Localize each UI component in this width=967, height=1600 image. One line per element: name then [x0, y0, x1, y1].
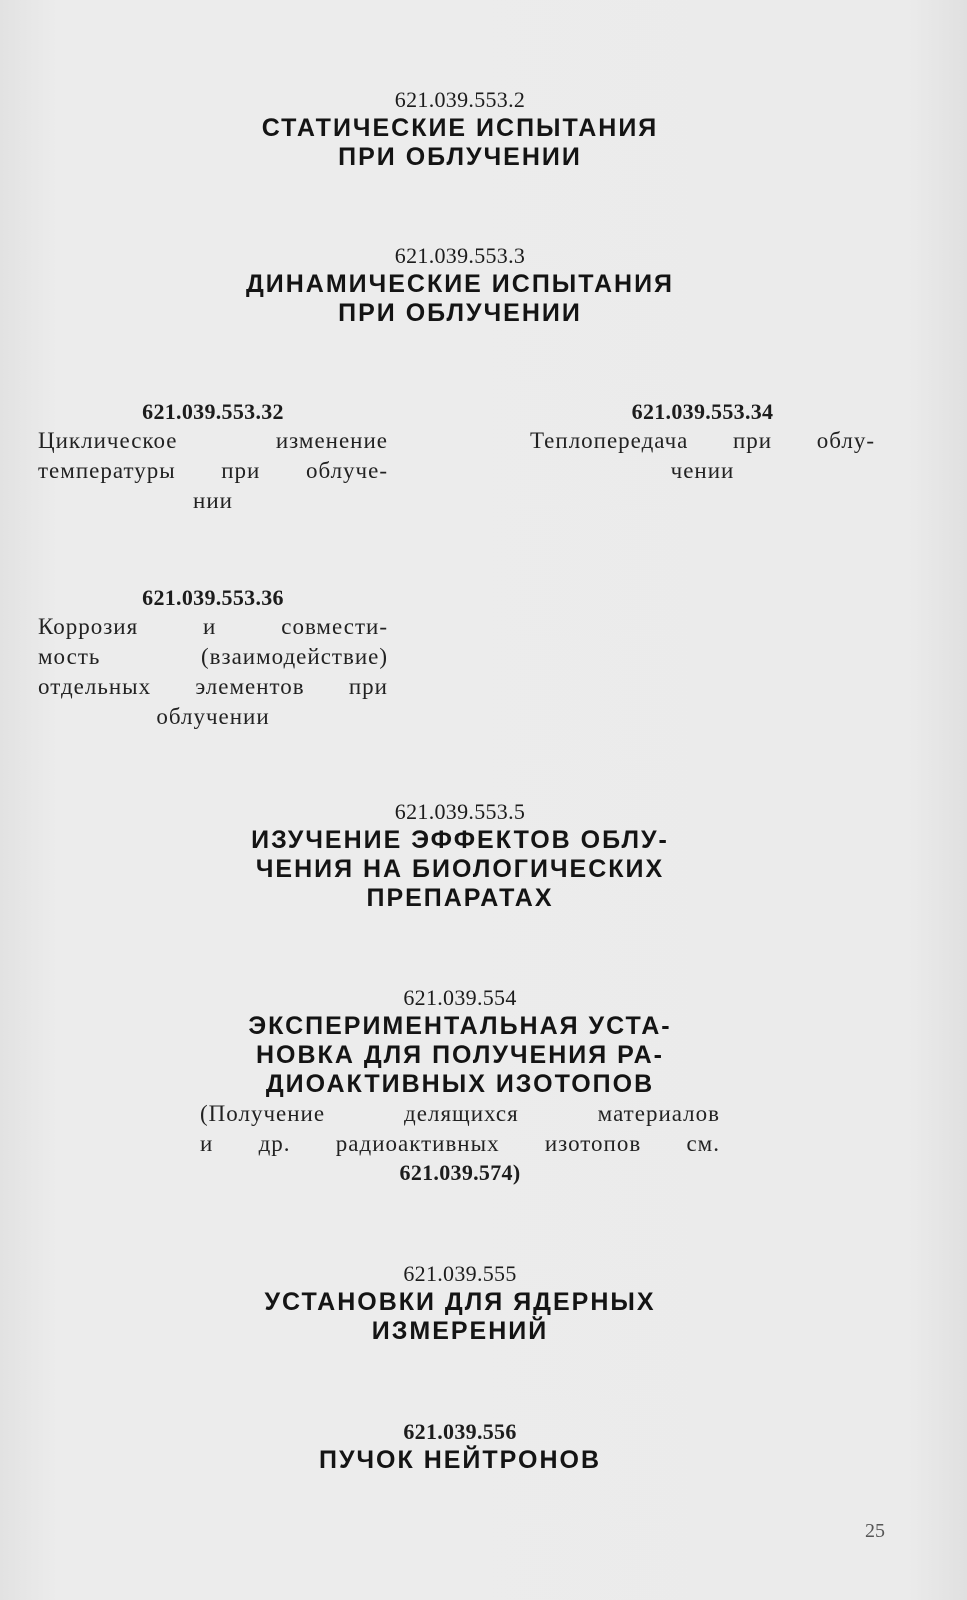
section-553-32	[38, 398, 388, 516]
section-text-line: Коррозия и совмести-	[38, 614, 388, 639]
section-title-line: ДИНАМИЧЕСКИЕ ИСПЫТАНИЯ	[245, 270, 675, 298]
section-553-34	[530, 398, 875, 486]
section-note-line: и др. радиоактивных изотопов см.	[200, 1131, 720, 1156]
section-note-line: (Получение делящихся материалов	[200, 1101, 720, 1126]
section-text-line: чении	[670, 458, 735, 483]
section-title-line: СТАТИЧЕСКИЕ ИСПЫТАНИЯ	[261, 114, 659, 142]
section-text-line: температуры при облуче-	[38, 458, 388, 483]
section-title-line: ИЗУЧЕНИЕ ЭФФЕКТОВ ОБЛУ-	[251, 826, 669, 854]
section-553-5	[180, 798, 740, 913]
section-code: 621.039.553.5	[394, 799, 526, 824]
section-code: 621.039.553.32	[142, 399, 284, 424]
section-title-line: ПРИ ОБЛУЧЕНИИ	[338, 143, 582, 171]
section-code: 621.039.556	[403, 1419, 517, 1444]
section-title-line: УСТАНОВКИ ДЛЯ ЯДЕРНЫХ	[264, 1288, 656, 1316]
section-title-line: ИЗМЕРЕНИЙ	[371, 1317, 549, 1345]
section-code: 621.039.553.34	[631, 399, 774, 424]
section-text-line: нии	[193, 488, 233, 513]
section-note-reference: 621.039.574)	[399, 1160, 521, 1185]
section-code: 621.039.553.3	[394, 243, 526, 268]
section-text-line: Теплопередача при облу-	[530, 428, 875, 453]
section-555	[200, 1260, 720, 1346]
page-number: 25	[865, 1520, 885, 1542]
section-title-line: ПУЧОК НЕЙТРОНОВ	[318, 1446, 602, 1474]
section-553-36	[38, 584, 388, 732]
section-title-line: ЭКСПЕРИМЕНТАЛЬНАЯ УСТА-	[248, 1012, 672, 1040]
section-556	[200, 1418, 720, 1475]
section-text-line: мость (взаимодействие)	[38, 644, 388, 669]
section-553-3	[180, 242, 740, 328]
section-text-line: отдельных элементов при	[38, 674, 388, 699]
section-554	[200, 984, 720, 1187]
section-code: 621.039.555	[403, 1261, 517, 1286]
section-553-2	[200, 86, 720, 172]
section-code: 621.039.554	[403, 985, 517, 1010]
section-code: 621.039.553.2	[394, 87, 526, 112]
section-title-line: ПРЕПАРАТАХ	[366, 884, 554, 912]
section-title-line: ДИОАКТИВНЫХ ИЗОТОПОВ	[265, 1070, 655, 1098]
section-code: 621.039.553.36	[142, 585, 284, 610]
section-title-line: ПРИ ОБЛУЧЕНИИ	[338, 299, 582, 327]
section-title-line: НОВКА ДЛЯ ПОЛУЧЕНИЯ РА-	[256, 1041, 664, 1069]
section-text-line: облучении	[156, 704, 270, 729]
section-title-line: ЧЕНИЯ НА БИОЛОГИЧЕСКИХ	[255, 855, 665, 883]
section-text-line: Циклическое изменение	[38, 428, 388, 453]
